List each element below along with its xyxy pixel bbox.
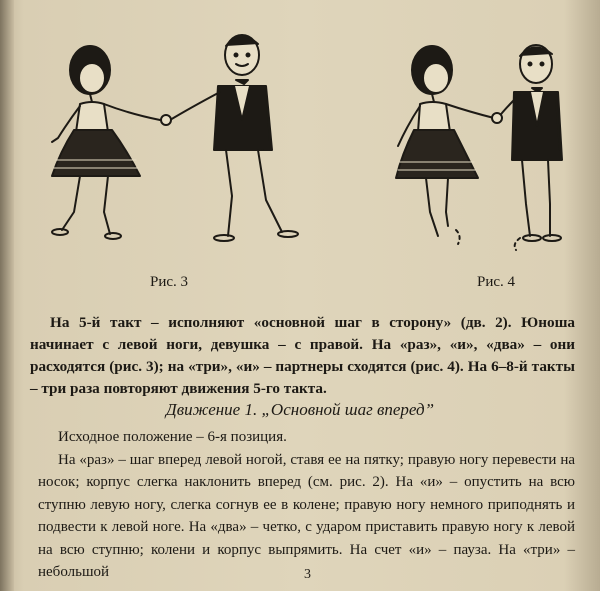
body-paragraph: На «раз» – шаг вперед левой ногой, ставя ее на пятку; правую ногу перевести на носок; корпус слегка наклонить вперед (см. рис. 2). На «и» – опустить на всю ступню левую ногу, слегка согнув ее в колене; правую ногу немного приподнять и подвести к левой ноге. На «два» – четко, с ударом приставить правую ногу к левой на всю ступню; колени и корпус выпрямить. На счет «и» – пауза. На «три» – небольшой	[38, 451, 575, 580]
page-number: 3	[304, 567, 311, 582]
body-text	[38, 426, 575, 584]
figure-3-caption: Рис. 3	[150, 274, 189, 290]
body-paragraph: Исходное положение – 6-я позиция.	[58, 429, 287, 445]
fig3-girl	[52, 46, 160, 239]
section-heading: Движение 1. „Основной шаг вперед”	[165, 400, 435, 419]
fig3-boy	[170, 35, 298, 241]
figure-4-caption: Рис. 4	[477, 274, 516, 290]
fig4-boy	[498, 45, 562, 250]
bold-instruction-paragraph: На 5-й такт – исполняют «основной шаг в сторону» (дв. 2). Юноша начинает с левой ноги, девушка – с правой. На «раз», «и», «два» – они расходятся (рис. 3); на «три», «и» – партнеры сходятся (рис. 4). На 6–8-й такты – три раза повторяют движения 5-го такта.	[30, 314, 575, 397]
dancers-illustration	[0, 0, 600, 260]
illustrations	[0, 0, 600, 260]
fig4-girl	[396, 46, 494, 244]
